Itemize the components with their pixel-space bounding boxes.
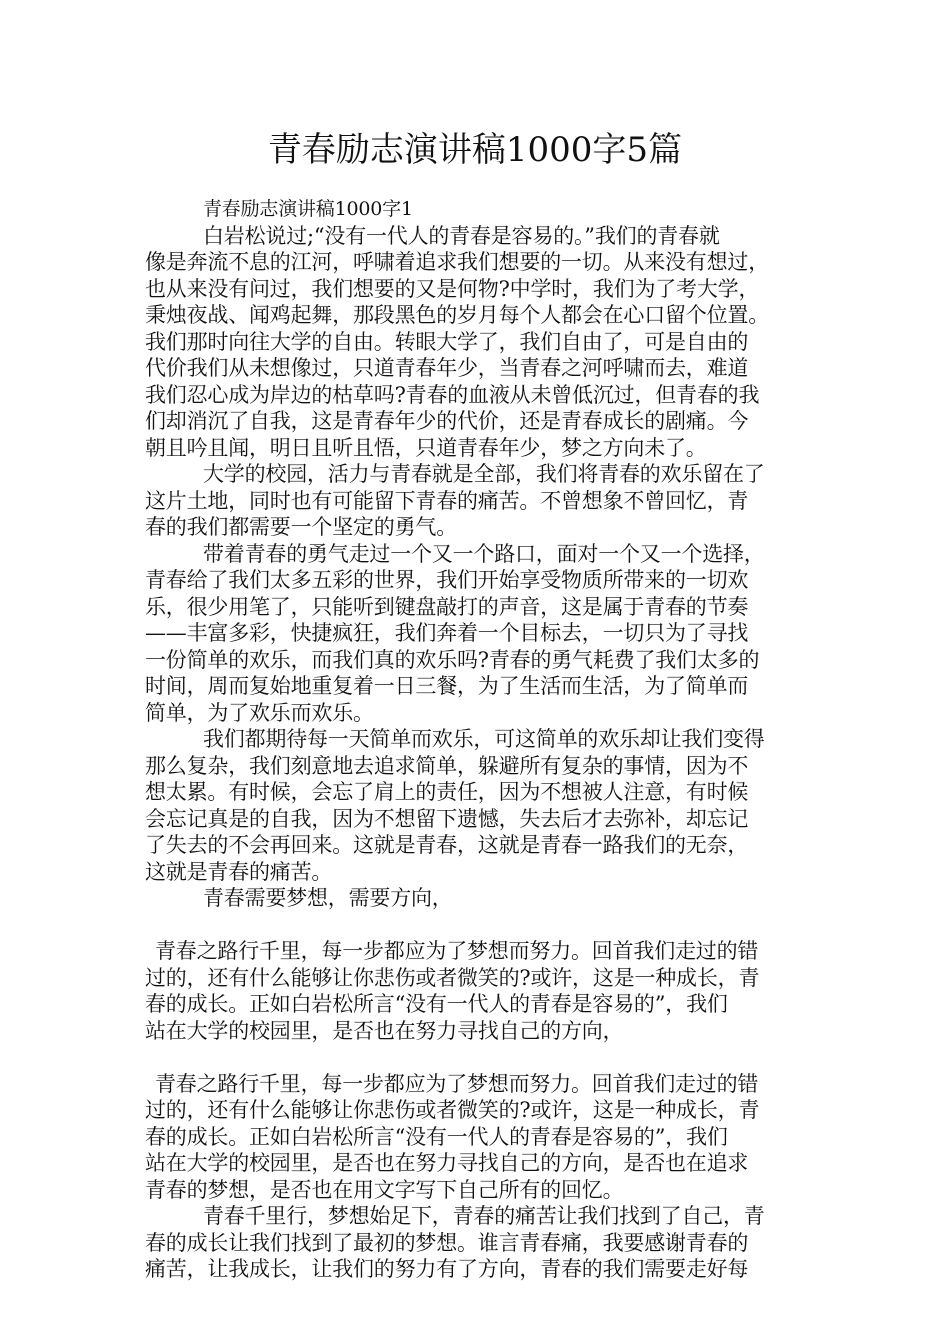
paragraph-line: 这片土地，同时也有可能留下青春的痛苦。不曾想象不曾回忆，青 (145, 488, 749, 513)
paragraph-line: 过的，还有什么能够让你悲伤或者微笑的?或许，这是一种成长，青 (145, 1098, 760, 1122)
paragraph-line: 那么复杂，我们刻意地去追求简单，躲避所有复杂的事情，因为不 (145, 753, 749, 778)
paragraph-line: 秉烛夜战、闻鸡起舞，那段黑色的岁月每个人都会在心口留个位置。 (145, 303, 769, 327)
paragraph-line: 朝且吟且闻，明日且听且悟，只道青春年少，梦之方向未了。 (145, 435, 707, 460)
paragraph-line: 青春之路行千里，每一步都应为了梦想而努力。回首我们走过的错 (155, 939, 759, 963)
paragraph-line: 我们忍心成为岸边的枯草吗?青春的血液从未曾低沉过，但青春的我 (145, 382, 760, 407)
paragraph-line: 们却消沉了自我，这是青春年少的代价，还是青春成长的剧痛。今 (145, 409, 749, 433)
paragraph-line: 一份简单的欢乐，而我们真的欢乐吗?青春的勇气耗费了我们太多的 (145, 647, 760, 672)
paragraph-line: 青春千里行，梦想始足下，青春的痛苦让我们找到了自己，青 (203, 1204, 765, 1228)
paragraph-line: 青春需要梦想，需要方向， (203, 886, 453, 910)
paragraph-line: 简单，为了欢乐而欢乐。 (145, 700, 374, 725)
paragraph-line: 站在大学的校园里，是否也在努力寻找自己的方向，是否也在追求 (145, 1151, 749, 1175)
paragraph-line: 春的我们都需要一个坚定的勇气。 (145, 515, 457, 539)
paragraph-line: 春的成长。正如白岩松所言“没有一代人的青春是容易的”，我们 (145, 992, 728, 1016)
paragraph-line: 也从来没有问过，我们想要的又是何物?中学时，我们为了考大学， (145, 276, 760, 301)
paragraph-line: 白岩松说过;“没有一代人的青春是容易的。”我们的青春就 (203, 223, 720, 248)
paragraph-line: 带着青春的勇气走过一个又一个路口，面对一个又一个选择， (203, 541, 765, 566)
paragraph-line: 站在大学的校园里，是否也在努力寻找自己的方向， (145, 1018, 624, 1043)
paragraph-line: 这就是青春的痛苦。 (145, 859, 333, 884)
section-heading: 青春励志演讲稿1000字1 (203, 198, 413, 220)
paragraph-line: 青春给了我们太多五彩的世界，我们开始享受物质所带来的一切欢 (145, 568, 749, 592)
paragraph-line: 我们都期待每一天简单而欢乐，可这简单的欢乐却让我们变得 (203, 727, 765, 751)
paragraph-line: 春的成长让我们找到了最初的梦想。谁言青春痛，我要感谢青春的 (145, 1230, 749, 1255)
paragraph-line: 过的，还有什么能够让你悲伤或者微笑的?或许，这是一种成长，青 (145, 965, 760, 990)
blank-line (145, 1044, 810, 1071)
paragraph-line: 时间，周而复始地重复着一日三餐，为了生活而生活，为了简单而 (145, 674, 749, 698)
paragraph-line: 青春的梦想，是否也在用文字写下自己所有的回忆。 (145, 1177, 624, 1202)
paragraph-line: 大学的校园，活力与青春就是全部，我们将青春的欢乐留在了 (203, 462, 765, 486)
paragraph-line: 我们那时向往大学的自由。转眼大学了，我们自由了，可是自由的 (145, 329, 749, 354)
paragraph-line: 痛苦，让我成长，让我们的努力有了方向，青春的我们需要走好每 (145, 1257, 749, 1281)
paragraph-line: 青春之路行千里，每一步都应为了梦想而努力。回首我们走过的错 (155, 1071, 759, 1096)
paragraph-line: 代价我们从未想像过，只道青春年少，当青春之河呼啸而去，难道 (145, 356, 749, 380)
paragraph-line: 想太累。有时候，会忘了肩上的责任，因为不想被人注意，有时候 (145, 780, 749, 804)
paragraph-line: 会忘记真是的自我，因为不想留下遗憾，失去后才去弥补，却忘记 (145, 806, 749, 831)
blank-line (145, 912, 810, 939)
paragraph-line: 了失去的不会再回来。这就是青春，这就是青春一路我们的无奈， (145, 833, 749, 857)
paragraph-line: 乐，很少用笔了，只能听到键盘敲打的声音，这是属于青春的节奏 (145, 594, 749, 619)
document-body (145, 196, 810, 1283)
paragraph-line: 春的成长。正如白岩松所言“没有一代人的青春是容易的”，我们 (145, 1124, 728, 1149)
paragraph-line: ——丰富多彩，快捷疯狂，我们奔着一个目标去，一切只为了寻找 (145, 621, 749, 645)
document-title: 青春励志演讲稿1000字5篇 (267, 130, 683, 170)
paragraph-line: 像是奔流不息的江河，呼啸着追求我们想要的一切。从来没有想过， (145, 250, 769, 274)
